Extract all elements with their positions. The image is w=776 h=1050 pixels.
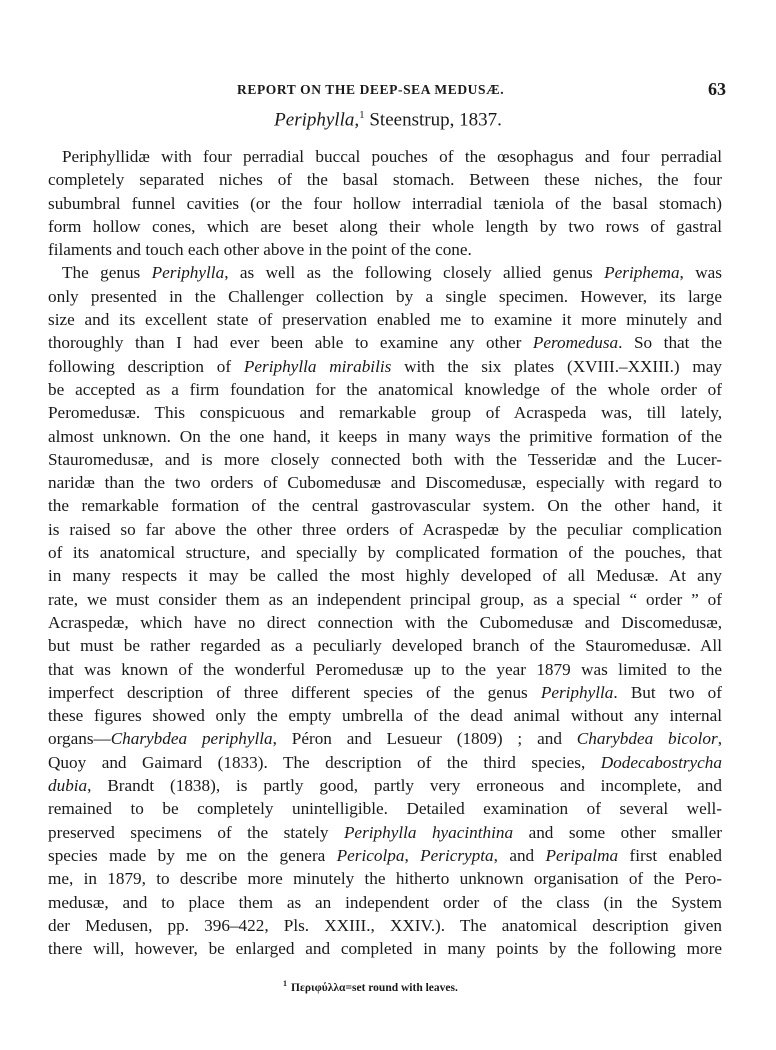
genus-name: Periphylla, bbox=[274, 109, 360, 131]
text-segment: first enabled bbox=[618, 845, 722, 865]
text-segment: The genus bbox=[62, 263, 152, 283]
text-line bbox=[48, 821, 722, 844]
text-segment: Quoy and Gaimard (1833). The description of the third species, bbox=[48, 752, 601, 772]
text-segment: , as well as the following closely allied genus bbox=[224, 263, 605, 283]
text-segment: imperfect description of three different species of the genus bbox=[48, 682, 541, 702]
italic-text: Charybdea periphylla bbox=[110, 729, 273, 749]
text-segment: is raised so far above the other three orders of Acraspedæ by the peculiar complication bbox=[48, 519, 722, 539]
text-segment: but must be rather regarded as a peculiarly developed branch of the Stauromedusæ. All bbox=[48, 636, 722, 656]
text-line bbox=[48, 914, 722, 937]
text-segment: thoroughly than I had ever been able to examine any other bbox=[48, 333, 533, 353]
text-segment: and some other smaller bbox=[513, 822, 722, 842]
italic-text: Charybdea bicolor bbox=[576, 729, 718, 749]
text-segment: completely separated niches of the basal stomach. Between these niches, the four bbox=[48, 170, 722, 190]
section-title bbox=[0, 109, 776, 131]
text-line bbox=[48, 494, 722, 517]
text-segment: subumbral funnel cavities (or the four hollow interradial tæniola of the basal stomach) bbox=[48, 193, 722, 213]
text-segment: me, in 1879, to describe more minutely the hitherto unknown organisation of the Pero- bbox=[48, 869, 722, 889]
text-line bbox=[48, 867, 722, 890]
footnote bbox=[283, 979, 458, 994]
italic-text: Pericolpa bbox=[336, 845, 405, 865]
authority: Steenstrup, 1837. bbox=[364, 109, 502, 131]
text-segment: only presented in the Challenger collection by a single specimen. However, its large bbox=[48, 286, 722, 306]
text-segment: naridæ than the two orders of Cubomedusæ and Discomedusæ, especially with regard to bbox=[48, 473, 722, 493]
italic-text: Peromedusa bbox=[532, 333, 619, 353]
text-line bbox=[48, 425, 722, 448]
text-line bbox=[48, 704, 722, 727]
text-segment: Periphyllidæ with four perradial buccal pouches of the œsophagus and four perradial bbox=[62, 147, 722, 166]
text-line bbox=[48, 448, 722, 471]
text-segment: , was bbox=[679, 263, 722, 283]
text-segment: , Péron and Lesueur (1809) ; and bbox=[272, 729, 577, 749]
text-segment: preserved specimens of the stately bbox=[48, 822, 344, 842]
text-segment: , bbox=[404, 845, 421, 865]
italic-text: dubia bbox=[48, 776, 88, 796]
text-line bbox=[48, 588, 722, 611]
page-number: 63 bbox=[708, 79, 726, 99]
text-line bbox=[48, 401, 722, 424]
text-line bbox=[48, 751, 722, 774]
text-line bbox=[48, 471, 722, 494]
text-segment: filaments and touch each other above in the point of the cone. bbox=[48, 240, 472, 260]
text-segment: rate, we must consider them as an independent principal group, as a special “ order ” of bbox=[48, 589, 722, 609]
text-segment: , bbox=[717, 729, 723, 749]
text-line bbox=[48, 518, 722, 541]
text-line bbox=[48, 378, 722, 401]
italic-text: Periphylla bbox=[540, 682, 614, 702]
body-text bbox=[48, 145, 722, 960]
text-segment: , and bbox=[493, 845, 546, 865]
text-line bbox=[48, 634, 722, 657]
text-segment: with the six plates (XVIII.–XXIII.) may bbox=[391, 356, 722, 376]
italic-text: Periphema bbox=[604, 263, 680, 283]
text-segment: species made by me on the genera bbox=[48, 845, 337, 865]
text-segment: . But two of bbox=[613, 682, 722, 702]
text-line bbox=[48, 844, 722, 867]
text-line bbox=[48, 541, 722, 564]
text-segment: almost unknown. On the one hand, it keeps in many ways the primitive formation of the bbox=[48, 426, 722, 446]
text-segment: that was known of the wonderful Peromedusæ up to the year 1879 was limited to the bbox=[48, 659, 722, 679]
text-line bbox=[48, 727, 722, 750]
text-segment: remained to be completely unintelligible. Detailed examination of several well- bbox=[48, 799, 722, 819]
text-line bbox=[48, 285, 722, 308]
text-segment: following description of bbox=[48, 356, 244, 376]
text-line bbox=[48, 215, 722, 238]
running-head: REPORT ON THE DEEP-SEA MEDUSÆ. bbox=[237, 82, 505, 97]
text-segment: these figures showed only the empty umbrella of the dead animal without any internal bbox=[48, 706, 722, 726]
text-segment: Acraspedæ, which have no direct connection with the Cubomedusæ and Discomedusæ, bbox=[48, 612, 722, 632]
text-line bbox=[48, 192, 722, 215]
text-line bbox=[48, 797, 722, 820]
text-line bbox=[48, 168, 722, 191]
text-segment: , Brandt (1838), is partly good, partly very erroneous and incomplete, and bbox=[87, 776, 722, 796]
text-line bbox=[48, 564, 722, 587]
footnote-ref: 1 bbox=[359, 109, 365, 121]
footnote-mark: 1 bbox=[283, 979, 287, 988]
text-segment: form hollow cones, which are beset along their whole length by two rows of gastral bbox=[48, 216, 722, 236]
text-segment: in many respects it may be called the most highly developed of all Medusæ. At any bbox=[48, 566, 722, 586]
text-segment: der Medusen, pp. 396–422, Pls. XXIII., XXIV.). The anatomical description given bbox=[48, 915, 722, 935]
text-line bbox=[48, 355, 722, 378]
text-segment: Peromedusæ. This conspicuous and remarkable group of Acraspeda was, till lately, bbox=[48, 403, 722, 423]
italic-text: Peripalma bbox=[545, 845, 619, 865]
italic-text: Pericrypta bbox=[420, 845, 494, 865]
text-segment: there will, however, be enlarged and completed in many points by the following more bbox=[48, 939, 722, 959]
text-line bbox=[48, 331, 722, 354]
italic-text: Dodecabostrycha bbox=[600, 752, 722, 772]
text-segment: . So that the bbox=[618, 333, 722, 353]
text-line bbox=[48, 238, 722, 261]
text-segment: medusæ, and to place them as an independent order of the class (in the System bbox=[48, 892, 722, 912]
italic-text: Periphylla hyacinthina bbox=[343, 822, 514, 842]
footnote-text: Περιφύλλα=set round with leaves. bbox=[291, 981, 458, 994]
text-line bbox=[48, 145, 722, 168]
italic-text: Periphylla bbox=[151, 263, 225, 283]
text-segment: size and its excellent state of preservation enabled me to examine it more minutely and bbox=[48, 310, 722, 330]
text-segment: the remarkable formation of the central gastrovascular system. On the other hand, it bbox=[48, 496, 722, 516]
text-line bbox=[48, 937, 722, 960]
text-line bbox=[48, 308, 722, 331]
text-line bbox=[48, 774, 722, 797]
text-line bbox=[48, 891, 722, 914]
text-line bbox=[48, 611, 722, 634]
text-segment: be accepted as a firm foundation for the anatomical knowledge of the whole order of bbox=[48, 379, 722, 399]
text-line bbox=[48, 261, 722, 284]
text-segment: Stauromedusæ, and is more closely connected both with the Tesseridæ and the Lucer- bbox=[48, 449, 722, 469]
italic-text: Periphylla mirabilis bbox=[243, 356, 392, 376]
text-line bbox=[48, 681, 722, 704]
text-segment: of its anatomical structure, and specially by complicated formation of the pouches, that bbox=[48, 543, 722, 563]
text-segment: organs— bbox=[48, 729, 111, 749]
text-line bbox=[48, 658, 722, 681]
